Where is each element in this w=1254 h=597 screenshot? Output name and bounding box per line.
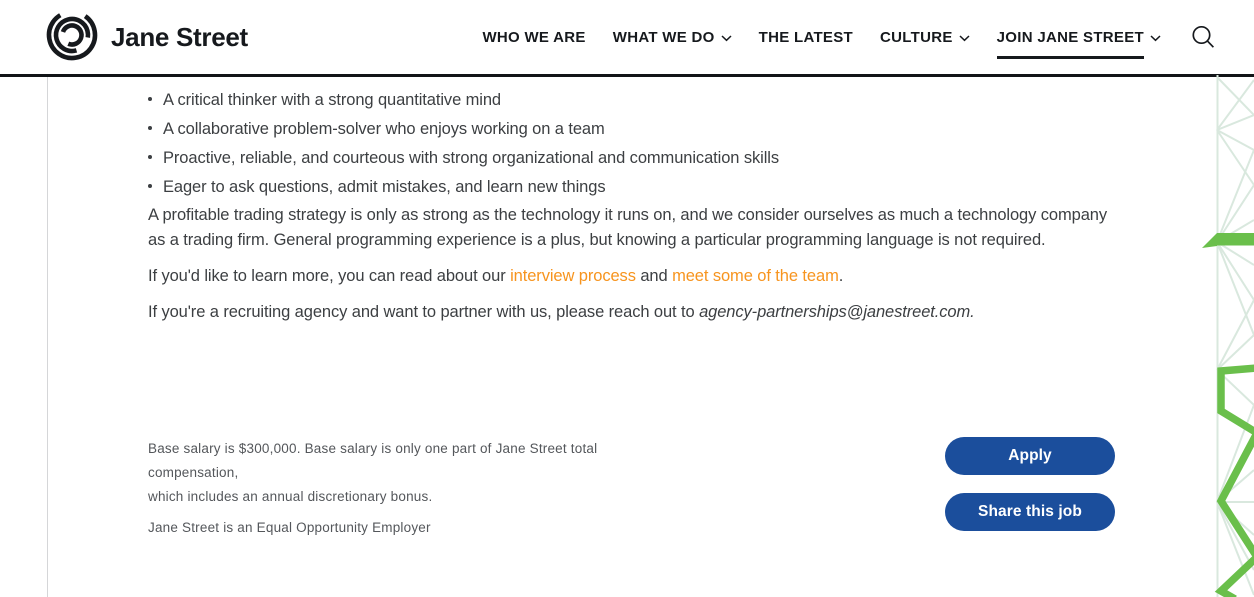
meet-the-team-link[interactable]: meet some of the team <box>672 267 839 285</box>
bullet-dot-icon <box>148 155 152 159</box>
chevron-down-icon <box>959 35 970 42</box>
learn-more-prefix: If you'd like to learn more, you can read about our <box>148 267 511 285</box>
list-item-text: A critical thinker with a strong quantitative mind <box>163 91 501 109</box>
green-mesh-graphic <box>1195 75 1254 597</box>
chevron-down-icon <box>721 35 732 42</box>
list-item-text: Eager to ask questions, admit mistakes, and learn new things <box>163 178 606 196</box>
brand-name: Jane Street <box>111 21 248 52</box>
nav-item-join-jane-street[interactable] <box>997 29 1161 46</box>
list-item-text: A collaborative problem-solver who enjoys working on a team <box>163 120 605 138</box>
list-item-text: Proactive, reliable, and courteous with strong organizational and communication skills <box>163 149 779 167</box>
eoe-note: Jane Street is an Equal Opportunity Employer <box>148 520 431 535</box>
nav-item-label: CULTURE <box>880 28 953 46</box>
interview-process-link[interactable]: interview process <box>510 267 636 285</box>
agency-email: agency-partnerships@janestreet.com <box>699 303 971 321</box>
agency-prefix: If you're a recruiting agency and want to partner with us, please reach out to <box>148 303 700 321</box>
qualities-list <box>148 86 779 202</box>
nav-item-label: WHAT WE DO <box>612 28 715 46</box>
learn-more-mid: and <box>635 267 673 285</box>
chevron-down-icon <box>1150 35 1161 42</box>
learn-more-suffix: . <box>838 267 844 285</box>
bullet-dot-icon <box>148 126 152 130</box>
technology-paragraph: A profitable trading strategy is only as strong as the technology it runs on, and we consider ourselves as much a technology company as a trading firm. General programming experience is a plus, but knowing a particular programming language is not required. <box>148 206 1108 249</box>
bullet-dot-icon <box>148 97 152 101</box>
brand[interactable] <box>45 8 248 67</box>
nav-item-the-latest[interactable] <box>759 29 853 46</box>
nav-item-label: WHO WE ARE <box>482 28 586 46</box>
salary-note <box>148 437 648 509</box>
content-left-rule <box>47 77 48 597</box>
site-header <box>0 0 1254 77</box>
salary-note-line2: which includes an annual discretionary bonus. <box>148 489 433 504</box>
nav-item-label: JOIN JANE STREET <box>996 28 1144 46</box>
nav-item-culture[interactable] <box>880 29 970 46</box>
learn-more-paragraph <box>148 264 1116 289</box>
list-item <box>148 144 779 173</box>
bullet-dot-icon <box>148 184 152 188</box>
salary-note-line1: Base salary is $300,000. Base salary is only one part of Jane Street total compensation, <box>148 441 598 480</box>
agency-suffix: . <box>970 303 975 321</box>
main-nav <box>482 24 1216 50</box>
nav-item-who-we-are[interactable] <box>482 29 585 46</box>
list-item <box>148 115 779 144</box>
decorative-pattern <box>1195 75 1254 597</box>
apply-button[interactable]: Apply <box>945 437 1115 475</box>
search-icon <box>1190 24 1216 50</box>
agency-paragraph <box>148 300 1116 325</box>
share-job-button[interactable]: Share this job <box>945 493 1115 531</box>
nav-item-what-we-do[interactable] <box>613 29 732 46</box>
list-item <box>148 173 779 202</box>
nav-item-label: THE LATEST <box>758 28 853 46</box>
search-button[interactable] <box>1190 24 1216 50</box>
jane-street-logo-rings-icon <box>45 8 99 67</box>
list-item <box>148 86 779 115</box>
